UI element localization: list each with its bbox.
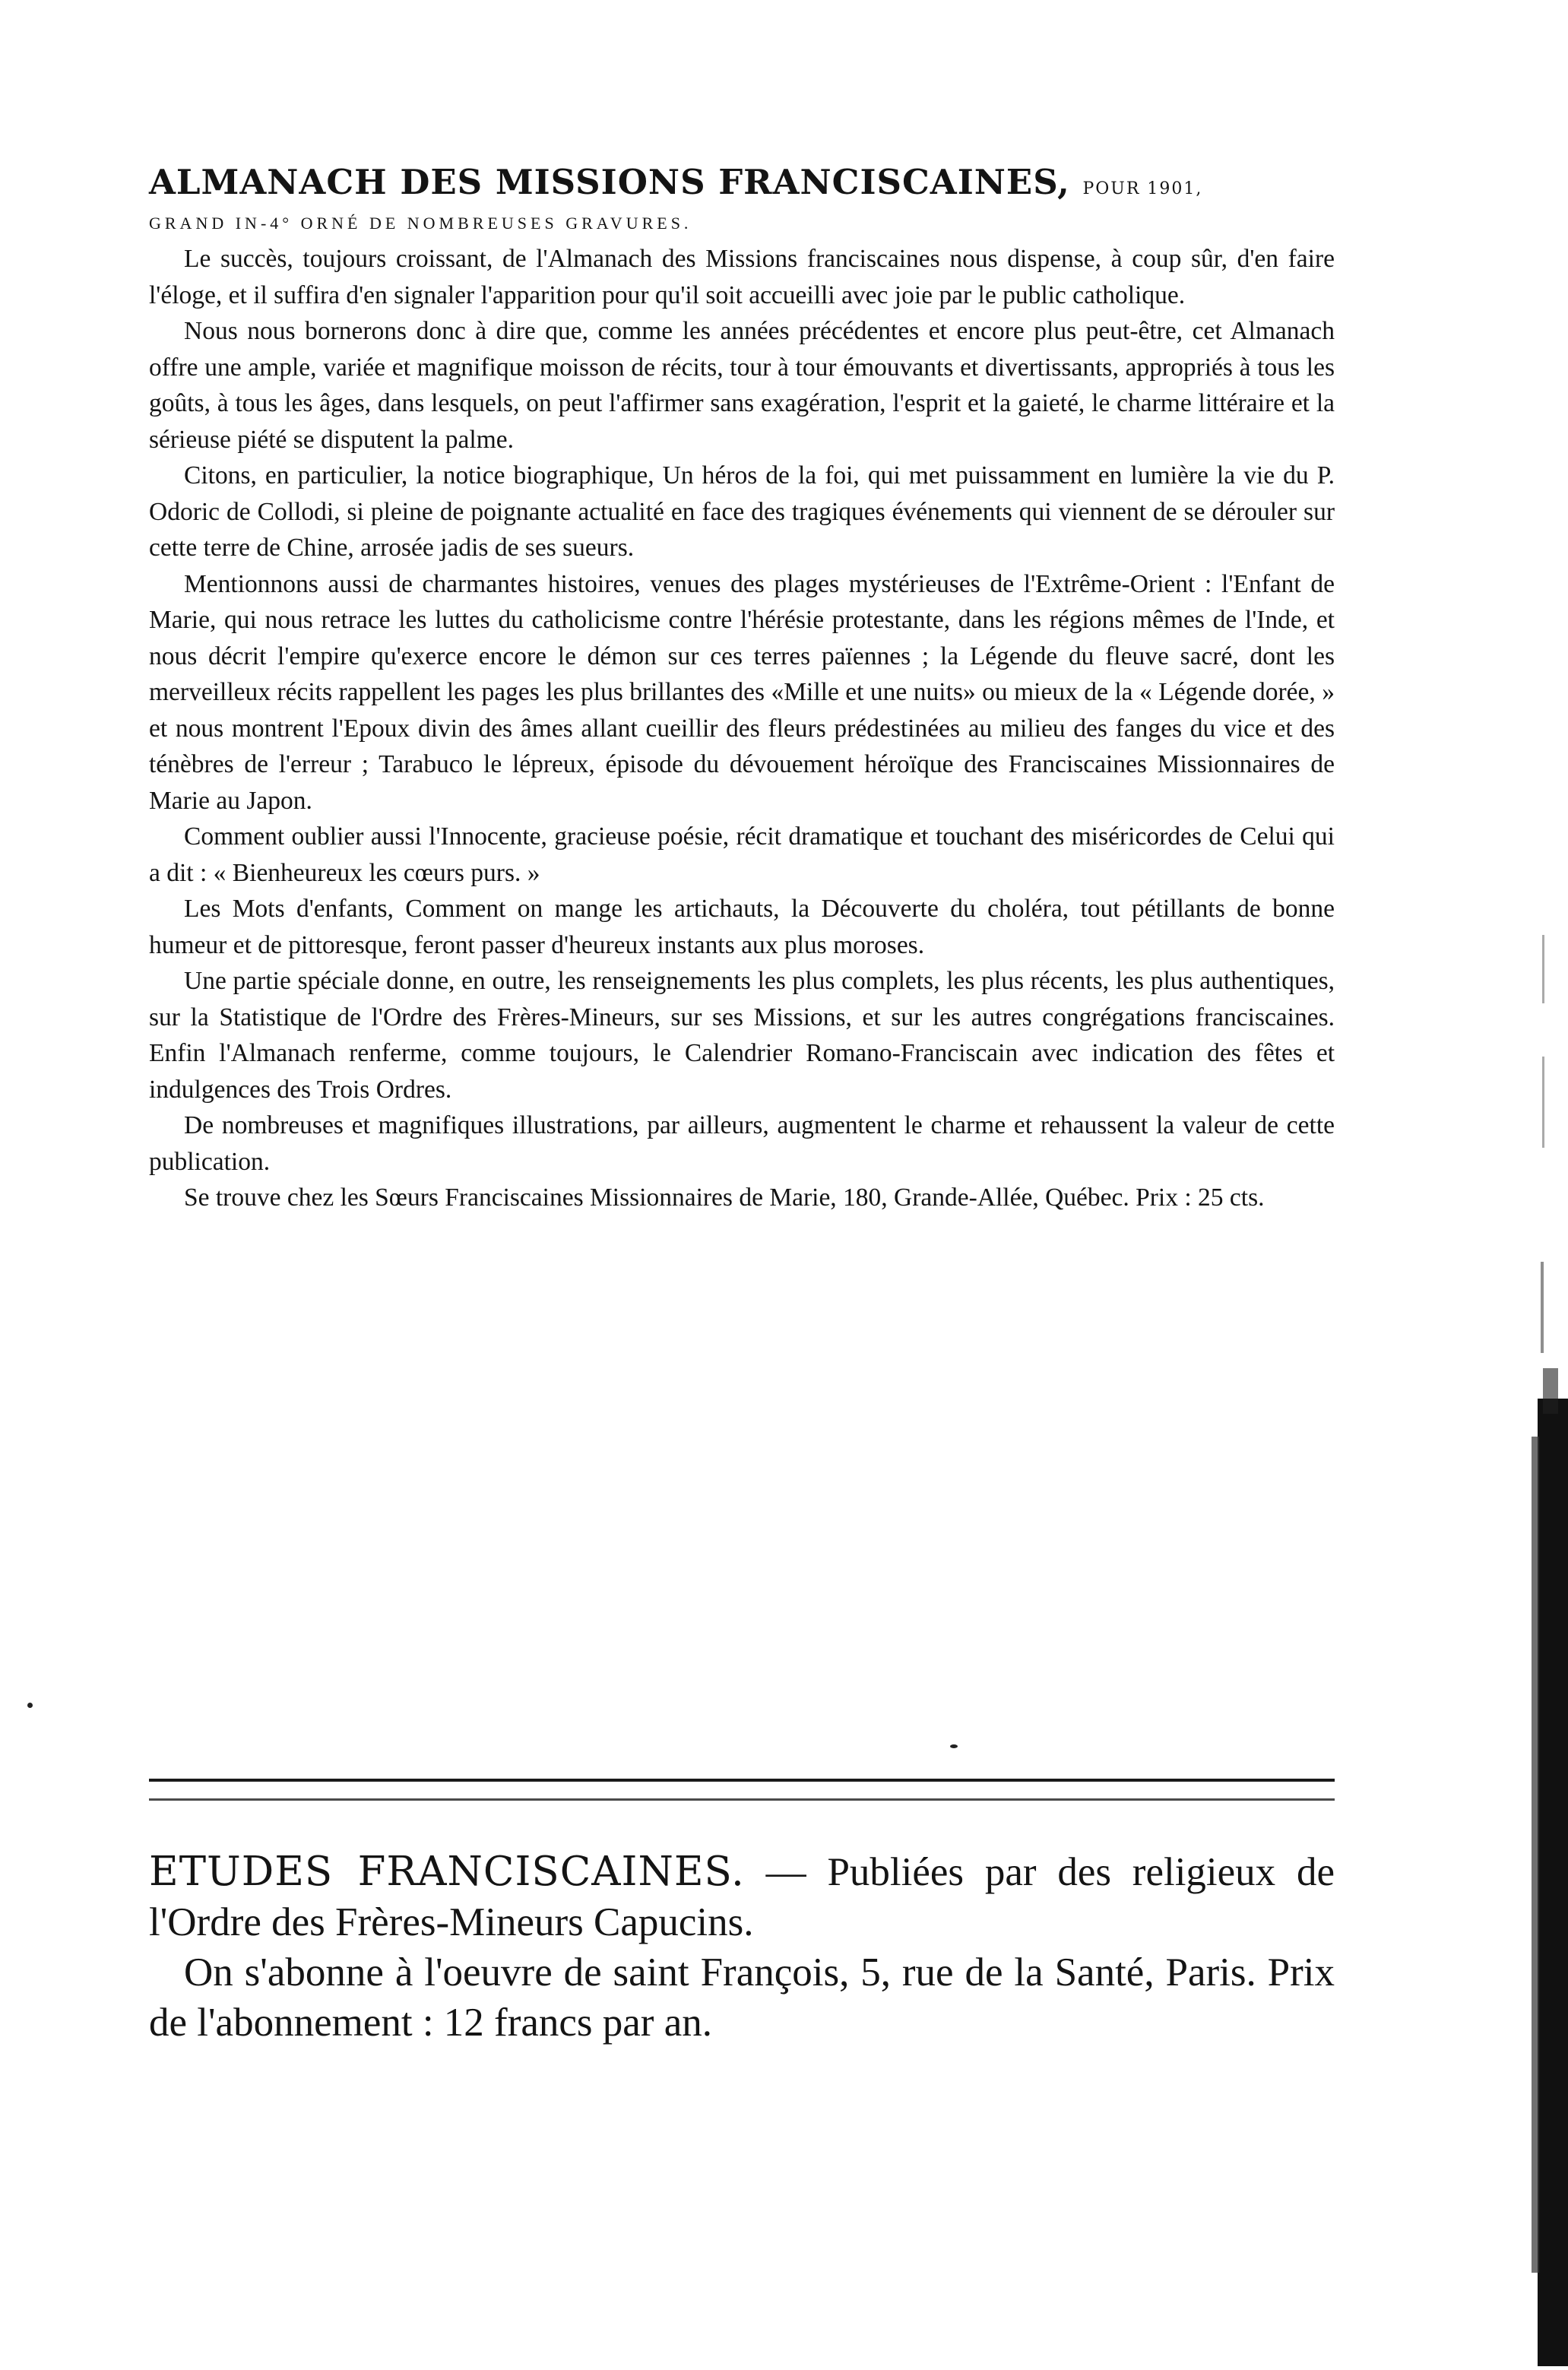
etudes-subscription-text: On s'abonne à l'oeuvre de saint François, 5, rue de la Santé, Paris. Prix de l'abonnement : 12 francs par an.: [149, 1950, 1335, 2045]
almanach-paragraph-6: Les Mots d'enfants, Comment on mange les artichauts, la Découverte du choléra, tout pétillants de bonne humeur et de pittoresque, feront passer d'heureux instants aux plus moroses.: [149, 895, 1335, 959]
almanach-paragraph-1: Le succès, toujours croissant, de l'Almanach des Missions franciscaines nous dispense, à coup sûr, d'en faire l'éloge, et il suffira d'en signaler l'apparition pour qu'il soit accueilli avec joie par le public catholique.: [149, 245, 1335, 309]
separator-rule-thin: [149, 1798, 1335, 1801]
scan-edge-shading: [1509, 791, 1568, 2366]
scan-speck: [950, 1744, 958, 1748]
almanach-year: POUR 1901,: [1082, 179, 1203, 198]
almanach-paragraph-5: Comment oublier aussi l'Innocente, gracieuse poésie, récit dramatique et touchant des miséricordes de Celui qui a dit : « Bienheureux les cœurs purs. »: [149, 822, 1335, 887]
almanach-paragraph-2: Nous nous bornerons donc à dire que, comme les années précédentes et encore plus peut-être, cet Almanach offre une ample, variée et magnifique moisson de récits, tour à tour émouvants et divertissants, appropriés à tous les goûts, à tous les âges, dans lesquels, on peut l'affirmer sans exagération, l'esprit et la gaieté, le charme littéraire et la sérieuse piété se disputent la palme.: [149, 317, 1335, 454]
almanach-price-line: Se trouve chez les Sœurs Franciscaines Missionnaires de Marie, 180, Grande-Allée, Québec. Prix : 25 cts.: [184, 1183, 1265, 1212]
etudes-subscription: [149, 1947, 1335, 2048]
almanach-title-text: ALMANACH DES MISSIONS FRANCISCAINES,: [149, 162, 1070, 202]
etudes-headline: ETUDES FRANCISCAINES.: [149, 1849, 745, 1895]
almanach-subtitle: GRAND IN-4° ORNÉ DE NOMBREUSES GRAVURES.: [149, 214, 692, 233]
almanach-paragraph-7: Une partie spéciale donne, en outre, les renseignements les plus complets, les plus récents, les plus authentiques, sur la Statistique de l'Ordre des Frères-Mineurs, sur ses Missions, et sur les autres congrégations franciscaines. Enfin l'Almanach renferme, comme toujours, le Calendrier Romano-Franciscain avec indication des fêtes et indulgences des Trois Ordres.: [149, 967, 1335, 1104]
etudes-first-line: [149, 1847, 1335, 1947]
almanach-notice: [149, 161, 1335, 1216]
almanach-paragraph-4: Mentionnons aussi de charmantes histoires, venues des plages mystérieuses de l'Extrême-Orient : l'Enfant de Marie, qui nous retrace les luttes du catholicisme contre l'hérésie protestante, dans les régions mêmes de l'Inde, et nous décrit l'empire qu'exerce encore le démon sur ces terres païennes ; la Légende du fleuve sacré, dont les merveilleux récits rappellent les pages les plus brillantes des «Mille et une nuits» ou mieux de la « Légende dorée, » et nous montrent l'Epoux divin des âmes allant cueillir des fleurs prédestinées au milieu des fanges du vice et des ténèbres de l'erreur ; Tarabuco le lépreux, épisode du dévouement héroïque des Franciscaines Missionnaires de Marie au Japon.: [149, 569, 1335, 815]
almanach-paragraph-3: Citons, en particulier, la notice biographique, Un héros de la foi, qui met puissamment en lumière la vie du P. Odoric de Collodi, si pleine de poignante actualité en face des tragiques événements qui viennent de se dérouler sur cette terre de Chine, arrosée jadis de ses sueurs.: [149, 461, 1335, 562]
etudes-description: — Publiées par des religieux de l'Ordre des Frères-Mineurs Capucins.: [149, 1850, 1335, 1944]
almanach-paragraph-8: De nombreuses et magnifiques illustrations, par ailleurs, augmentent le charme et rehaussent la valeur de cette publication.: [149, 1111, 1335, 1176]
separator-rule-thick: [149, 1779, 1335, 1782]
etudes-notice: [149, 1847, 1335, 2048]
almanach-title: [149, 161, 1335, 211]
scan-speck: [27, 1703, 33, 1708]
scan-margin-artifact: [1509, 791, 1568, 2366]
